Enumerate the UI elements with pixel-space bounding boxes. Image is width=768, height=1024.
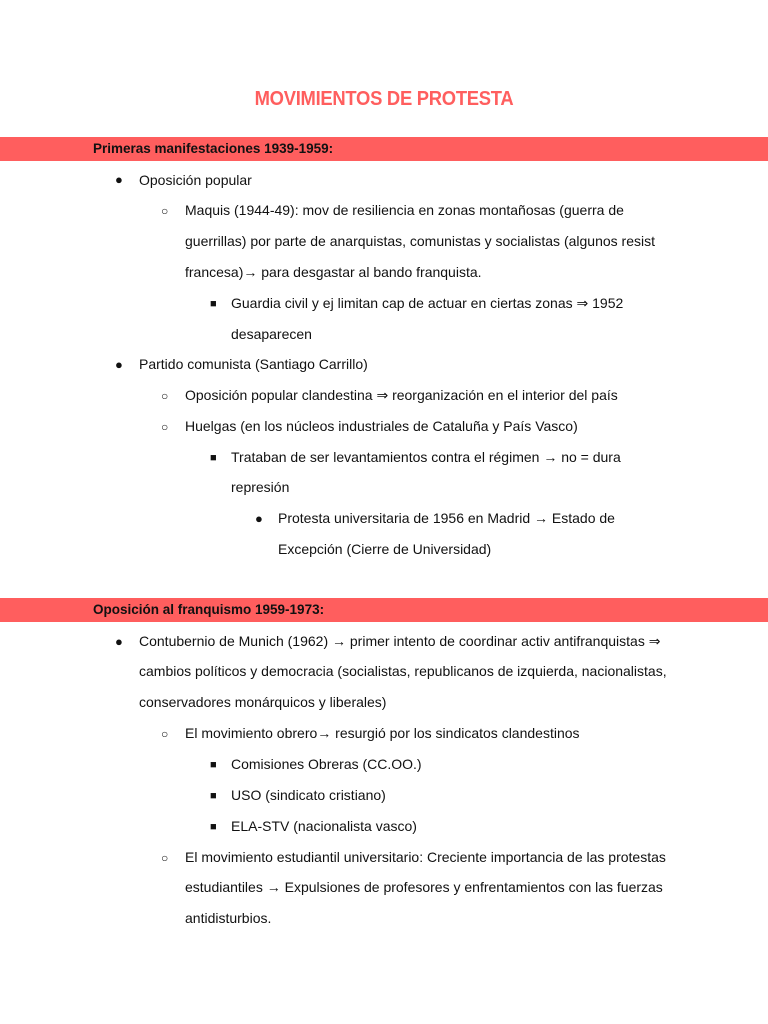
square-bullet-icon: ■	[210, 452, 217, 464]
list-item-continuation: Excepción (Cierre de Universidad)	[278, 541, 492, 557]
section-heading-band-1	[0, 137, 768, 161]
list-item: Protesta universitaria de 1956 en Madrid → Estado de	[278, 510, 615, 526]
disc-bullet-icon: ●	[115, 357, 123, 372]
list-item: Comisiones Obreras (CC.OO.)	[231, 756, 422, 772]
circle-bullet-icon: ○	[161, 420, 169, 434]
square-bullet-icon: ■	[210, 759, 217, 771]
list-item-continuation: estudiantiles → Expulsiones de profesores y enfrentamientos con las fuerzas	[185, 879, 663, 895]
square-bullet-icon: ■	[210, 790, 217, 802]
list-item: ELA-STV (nacionalista vasco)	[231, 818, 417, 834]
list-item-continuation: guerrillas) por parte de anarquistas, comunistas y socialistas (algunos resist	[185, 233, 655, 249]
list-item-continuation: desaparecen	[231, 326, 312, 342]
list-item: Guardia civil y ej limitan cap de actuar en ciertas zonas ⇒ 1952	[231, 295, 624, 311]
list-item: El movimiento estudiantil universitario: Creciente importancia de las protestas	[185, 849, 666, 865]
disc-bullet-icon: ●	[115, 634, 123, 649]
list-item-continuation: conservadores monárquicos y liberales)	[139, 694, 387, 710]
circle-bullet-icon: ○	[161, 389, 169, 403]
section-heading-1: Primeras manifestaciones 1939-1959:	[93, 141, 334, 156]
section-heading-band-2	[0, 598, 768, 622]
list-item: Maquis (1944-49): mov de resiliencia en zonas montañosas (guerra de	[185, 202, 624, 218]
list-item: Oposición popular clandestina ⇒ reorganización en el interior del país	[185, 387, 618, 403]
list-item: Trataban de ser levantamientos contra el régimen → no = dura	[231, 449, 621, 465]
circle-bullet-icon: ○	[161, 851, 169, 865]
list-item: USO (sindicato cristiano)	[231, 787, 386, 803]
disc-bullet-icon: ●	[255, 511, 263, 526]
disc-bullet-icon: ●	[115, 172, 123, 187]
list-item: Partido comunista (Santiago Carrillo)	[139, 356, 368, 372]
square-bullet-icon: ■	[210, 298, 217, 310]
list-item: Oposición popular	[139, 172, 252, 188]
list-item-continuation: antidisturbios.	[185, 910, 272, 926]
circle-bullet-icon: ○	[161, 204, 169, 218]
list-item-continuation: francesa)→ para desgastar al bando franquista.	[185, 264, 482, 280]
square-bullet-icon: ■	[210, 821, 217, 833]
list-item: Contubernio de Munich (1962) → primer intento de coordinar activ antifranquistas ⇒	[139, 633, 661, 649]
circle-bullet-icon: ○	[161, 727, 169, 741]
list-item-continuation: cambios políticos y democracia (socialistas, republicanos de izquierda, nacionalistas,	[139, 663, 667, 679]
list-item-continuation: represión	[231, 479, 290, 495]
list-item: Huelgas (en los núcleos industriales de Cataluña y País Vasco)	[185, 418, 578, 434]
page-title: MOVIMIENTOS DE PROTESTA	[254, 88, 514, 110]
list-item: El movimiento obrero→ resurgió por los sindicatos clandestinos	[185, 725, 580, 741]
section-heading-2: Oposición al franquismo 1959-1973:	[93, 602, 325, 617]
